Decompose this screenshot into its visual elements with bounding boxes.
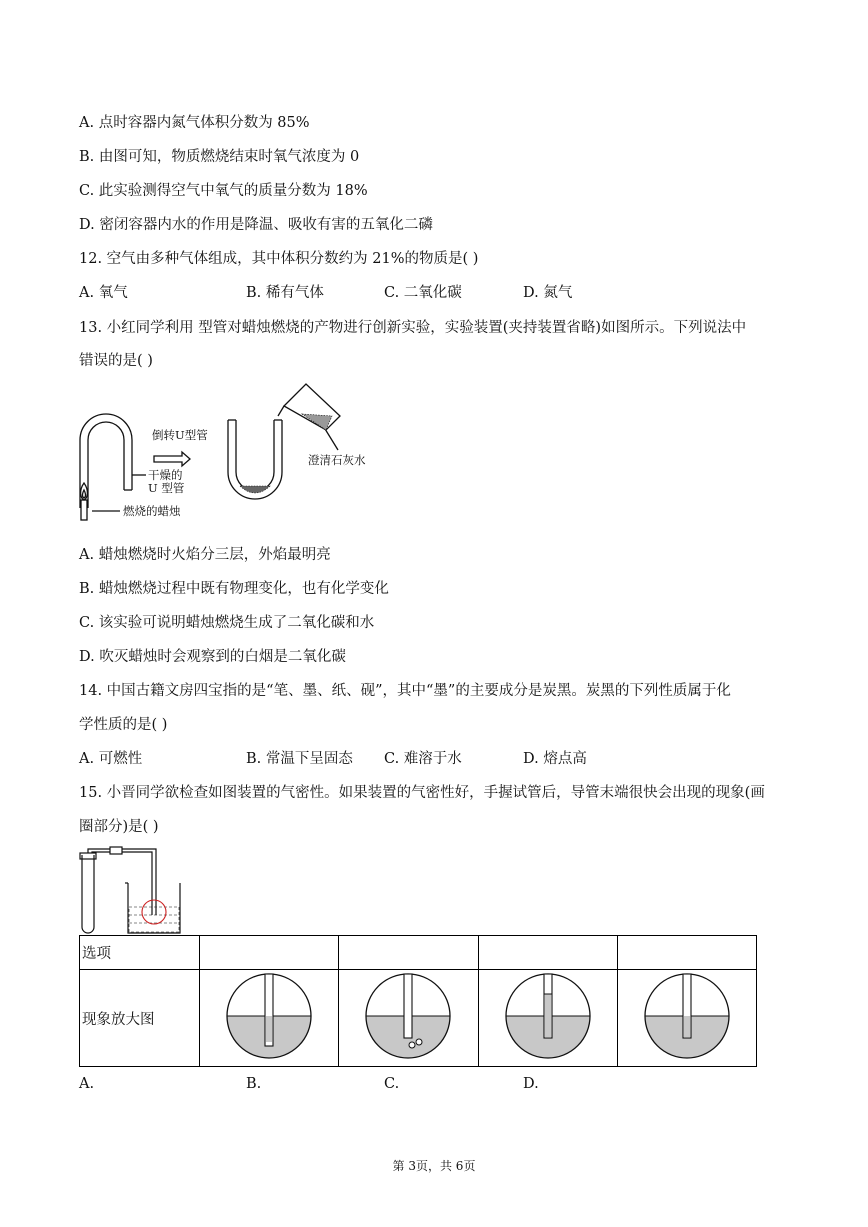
q11-option-d: D. 密闭容器内水的作用是降温、吸收有害的五氧化二磷 (79, 217, 433, 233)
q13-option-a: A. 蜡烛燃烧时火焰分三层，外焰最明亮 (79, 547, 331, 563)
q12-option-d: D. 氮气 (523, 285, 573, 301)
q13-stem-line1: 13. 小红同学利用 型管对蜡烛燃烧的产物进行创新实验，实验装置(夹持装置省略)如图所示。下列说法中 (79, 320, 747, 336)
q13-stem-line2: 错误的是( ) (79, 353, 153, 369)
q15-options-table (79, 935, 757, 1067)
q14-option-b: B. 常温下呈固态 (246, 751, 353, 767)
q14-option-c: C. 难溶于水 (384, 751, 462, 767)
q12-option-c: C. 二氧化碳 (384, 285, 462, 301)
label-limewater: 澄清石灰水 (308, 453, 366, 467)
table-cell-b (339, 936, 478, 970)
label-invert-u-tube: 倒转U型管 (152, 428, 208, 442)
q15-stem-line1: 15. 小晋同学欲检查如图装置的气密性。如果装置的气密性好，手握试管后，导管末端很快会出现的现象(画 (79, 785, 765, 801)
table-cell-d (617, 936, 756, 970)
q11-option-c: C. 此实验测得空气中氧气的质量分数为 18% (79, 183, 368, 199)
label-dry-u-tube-line2: U 型管 (148, 481, 185, 495)
table-header-options: 选项 (80, 936, 200, 970)
page-footer: 第 3页，共 6页 (392, 1159, 476, 1173)
q15-option-d: D. (523, 1076, 539, 1092)
q14-option-a: A. 可燃性 (79, 751, 143, 767)
q12-option-a: A. 氧气 (79, 285, 128, 301)
magnified-view-c (478, 970, 617, 1067)
q15-option-c: C. (384, 1076, 400, 1092)
table-header-phenomenon: 现象放大图 (80, 970, 200, 1067)
q13-option-c: C. 该实验可说明蜡烛燃烧生成了二氧化碳和水 (79, 615, 375, 631)
table-cell-a (200, 936, 339, 970)
magnified-view-d (617, 970, 756, 1067)
q13-option-b: B. 蜡烛燃烧过程中既有物理变化，也有化学变化 (79, 581, 389, 597)
q14-option-d: D. 熔点高 (523, 751, 587, 767)
q14-stem-line2: 学性质的是( ) (79, 717, 168, 733)
q15-stem-line2: 圈部分)是( ) (79, 819, 159, 835)
q15-option-a: A. (79, 1076, 95, 1092)
q13-option-d: D. 吹灭蜡烛时会观察到的白烟是二氧化碳 (79, 649, 346, 665)
q11-option-a: A. 点时容器内氮气体积分数为 85% (79, 115, 310, 131)
table-cell-c (478, 936, 617, 970)
q12-stem: 12. 空气由多种气体组成，其中体积分数约为 21%的物质是( ) (79, 251, 479, 267)
airtightness-apparatus-figure (76, 845, 186, 935)
magnified-view-a (200, 970, 339, 1067)
q14-stem-line1: 14. 中国古籍文房四宝指的是“笔、墨、纸、砚”，其中“墨”的主要成分是炭黑。炭黑的下列性质属于化 (79, 683, 731, 699)
label-dry-u-tube-line1: 干燥的 (148, 468, 183, 482)
label-burning-candle: 燃烧的蜡烛 (123, 504, 181, 518)
q15-option-b: B. (246, 1076, 262, 1092)
magnified-view-b (339, 970, 478, 1067)
q11-option-b: B. 由图可知，物质燃烧结束时氧气浓度为 0 (79, 149, 360, 165)
q12-option-b: B. 稀有气体 (246, 285, 324, 301)
